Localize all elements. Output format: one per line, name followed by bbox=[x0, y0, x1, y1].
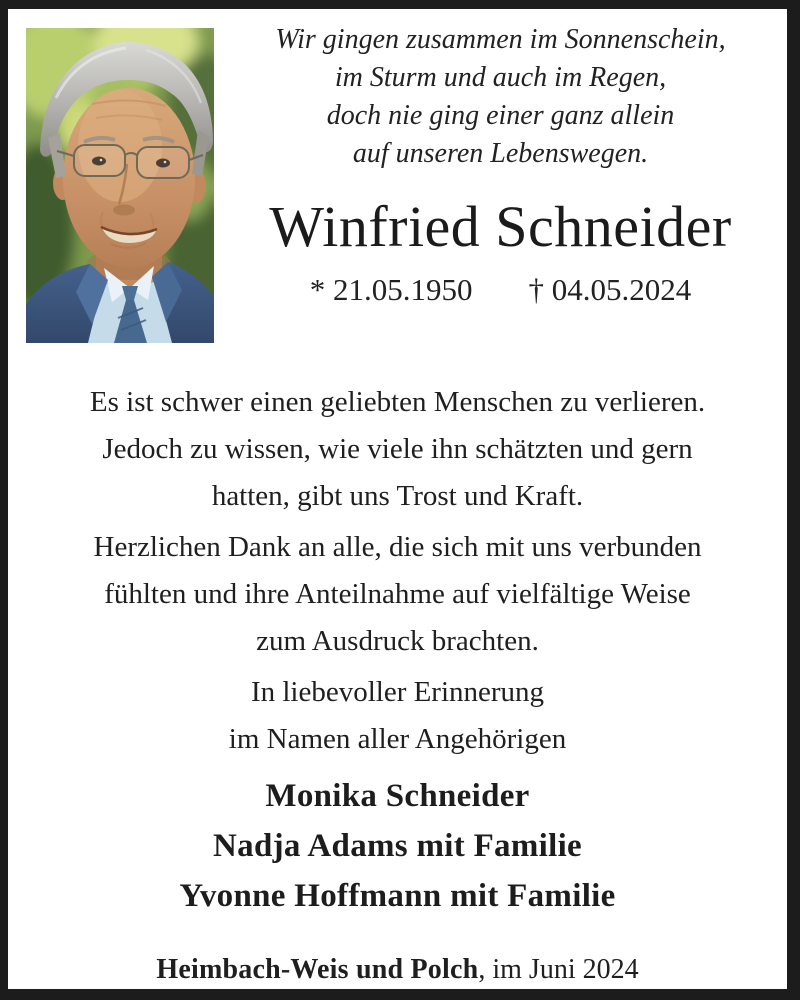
mourner-name: Nadja Adams mit Familie bbox=[213, 828, 582, 864]
body-text bbox=[8, 379, 787, 987]
condolence-paragraph-1 bbox=[26, 379, 769, 520]
portrait-photo bbox=[26, 28, 214, 343]
paragraph-line: Jedoch zu wissen, wie viele ihn schätzten und gern bbox=[102, 433, 693, 465]
paragraph-line: hatten, gibt uns Trost und Kraft. bbox=[211, 480, 584, 512]
closing-date: , im Juni 2024 bbox=[478, 954, 639, 985]
poem-line: auf unseren Lebenswegen. bbox=[352, 138, 649, 169]
mourner-name: Yvonne Hoffmann mit Familie bbox=[179, 878, 616, 914]
paragraph-line: Es ist schwer einen geliebten Menschen zu verlieren. bbox=[89, 386, 706, 418]
life-dates bbox=[214, 272, 787, 308]
poem-line: doch nie ging einer ganz allein bbox=[326, 100, 675, 131]
memorial-note bbox=[26, 669, 769, 763]
memorial-line: im Namen aller Angehörigen bbox=[228, 723, 567, 755]
deceased-name: Winfried Schneider bbox=[269, 194, 732, 259]
poem-line: Wir gingen zusammen im Sonnenschein, bbox=[275, 24, 726, 55]
poem-line: im Sturm und auch im Regen, bbox=[334, 62, 667, 93]
header-text-column bbox=[214, 9, 787, 308]
birth-date: * 21.05.1950 bbox=[309, 271, 473, 307]
memorial-line: In liebevoller Erinnerung bbox=[250, 676, 545, 708]
mourner-name: Monika Schneider bbox=[265, 778, 530, 814]
header-section bbox=[8, 9, 787, 361]
paragraph-line: Herzlichen Dank an alle, die sich mit uns verbunden bbox=[93, 531, 702, 563]
portrait-photo-illustration bbox=[26, 28, 214, 343]
death-date: † 04.05.2024 bbox=[528, 271, 692, 307]
condolence-paragraph-2 bbox=[26, 524, 769, 665]
memorial-poem bbox=[214, 9, 787, 173]
closing-places: Heimbach-Weis und Polch bbox=[156, 954, 479, 985]
mourners-list bbox=[26, 771, 769, 921]
closing-line bbox=[26, 953, 769, 987]
paragraph-line: zum Ausdruck brachten. bbox=[256, 625, 539, 657]
paragraph-line: fühlten und ihre Anteilnahme auf vielfältige Weise bbox=[104, 578, 691, 610]
